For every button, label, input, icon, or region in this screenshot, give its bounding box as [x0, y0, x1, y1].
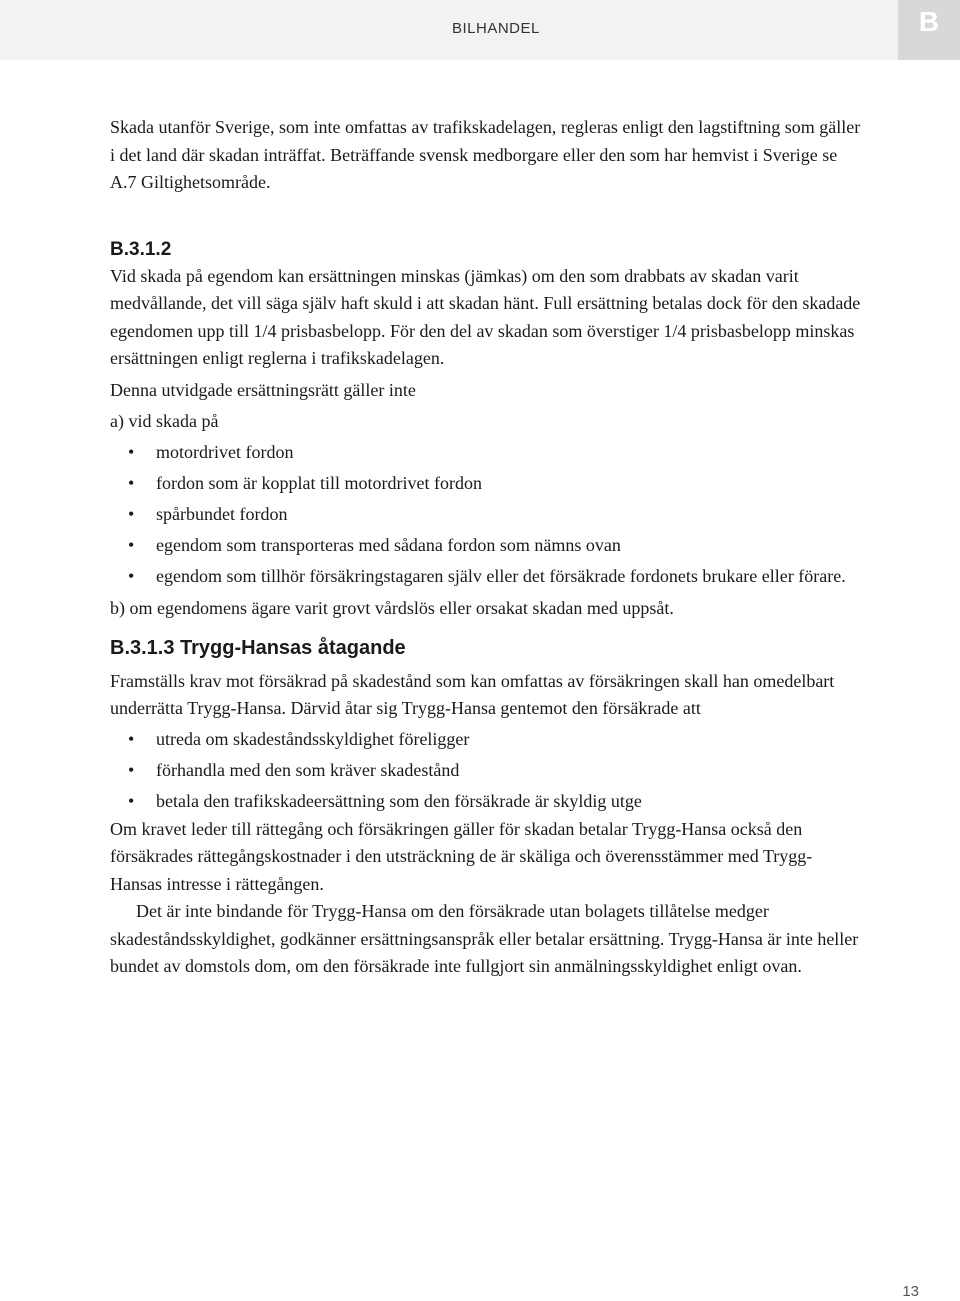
list-item: • fordon som är kopplat till motordrivet fordon: [110, 470, 862, 498]
list-item: • egendom som transporteras med sådana fordon som nämns ovan: [110, 532, 862, 560]
list-item: • spårbundet fordon: [110, 501, 862, 529]
section-tab-letter: B: [918, 6, 940, 37]
bullet-icon: •: [128, 760, 135, 780]
b313-paragraph-3: Det är inte bindande för Trygg-Hansa om den försäkrade utan bolagets tillåtelse medger skadeståndsskyldighet, godkänner ersättningsanspråk eller betalar ersättning. Trygg-Hansa är inte heller bundet av domstols dom, om den försäkrade inte fullgjort sin anmälningsskyldighet enligt ovan.: [110, 901, 859, 976]
section-heading-b312: B.3.1.2: [110, 238, 172, 260]
list-item: • förhandla med den som kräver skadestånd: [110, 757, 862, 785]
page-header: [0, 0, 960, 60]
list-item: • motordrivet fordon: [110, 439, 862, 467]
header-title: BILHANDEL: [452, 20, 540, 37]
list-item: • utreda om skadeståndsskyldighet föreligger: [110, 726, 862, 754]
bullet-icon: •: [128, 473, 135, 493]
b313-bullet-list: [110, 726, 862, 816]
b312-paragraph-3: a) vid skada på: [110, 411, 219, 431]
b312-paragraph-2: Denna utvidgade ersättningsrätt gäller inte: [110, 379, 416, 400]
b313-paragraph-1: Framställs krav mot försäkrad på skadestånd som kan omfattas av försäkringen skall han omedelbart underrätta Trygg-Hansa. Därvid åtar sig Trygg-Hansa gentemot den försäkrade att: [110, 670, 835, 718]
b312-paragraph-4: b) om egendomens ägare varit grovt vårdslös eller orsakat skadan med uppsåt.: [110, 597, 674, 618]
intro-paragraph: Skada utanför Sverige, som inte omfattas av trafikskadelagen, regleras enligt den lagstiftning som gäller i det land där skadan inträffat. Beträffande svensk medborgare eller den som har hemvist i Sverige se A.7 Giltighetsområde.: [110, 117, 861, 192]
section-heading-b313: B.3.1.3 Trygg-Hansas åtagande: [110, 637, 406, 659]
bullet-icon: •: [128, 504, 135, 524]
b312-paragraph-1: Vid skada på egendom kan ersättningen minskas (jämkas) om den som drabbats av skadan varit medvållande, det vill säga själv haft skuld i att skadan hänt. Full ersättning betalas dock för den skadade egendomen upp till 1/4 prisbasbelopp. För den del av skadan som överstiger 1/4 prisbasbelopp minskas ersättningen enligt reglerna i trafikskadelagen.: [110, 265, 861, 368]
main-content: [110, 114, 862, 981]
list-item: • egendom som tillhör försäkringstagaren själv eller det försäkrade fordonets brukare eller förare.: [110, 563, 862, 591]
section-tab: [898, 0, 960, 60]
list-item: • betala den trafikskadeersättning som den försäkrade är skyldig utge: [110, 788, 862, 816]
b312-bullet-list: [110, 439, 862, 591]
bullet-icon: •: [128, 729, 135, 749]
b313-paragraph-2: Om kravet leder till rättegång och försäkringen gäller för skadan betalar Trygg-Hansa också den försäkrades rättegångskostnader i den utsträckning de är skäliga och överensstämmer med Trygg-Hansas intresse i rättegången.: [110, 818, 813, 894]
page-number: 13: [902, 1283, 919, 1300]
bullet-icon: •: [128, 791, 135, 811]
bullet-icon: •: [128, 566, 135, 586]
bullet-icon: •: [128, 535, 135, 555]
bullet-icon: •: [128, 442, 135, 462]
